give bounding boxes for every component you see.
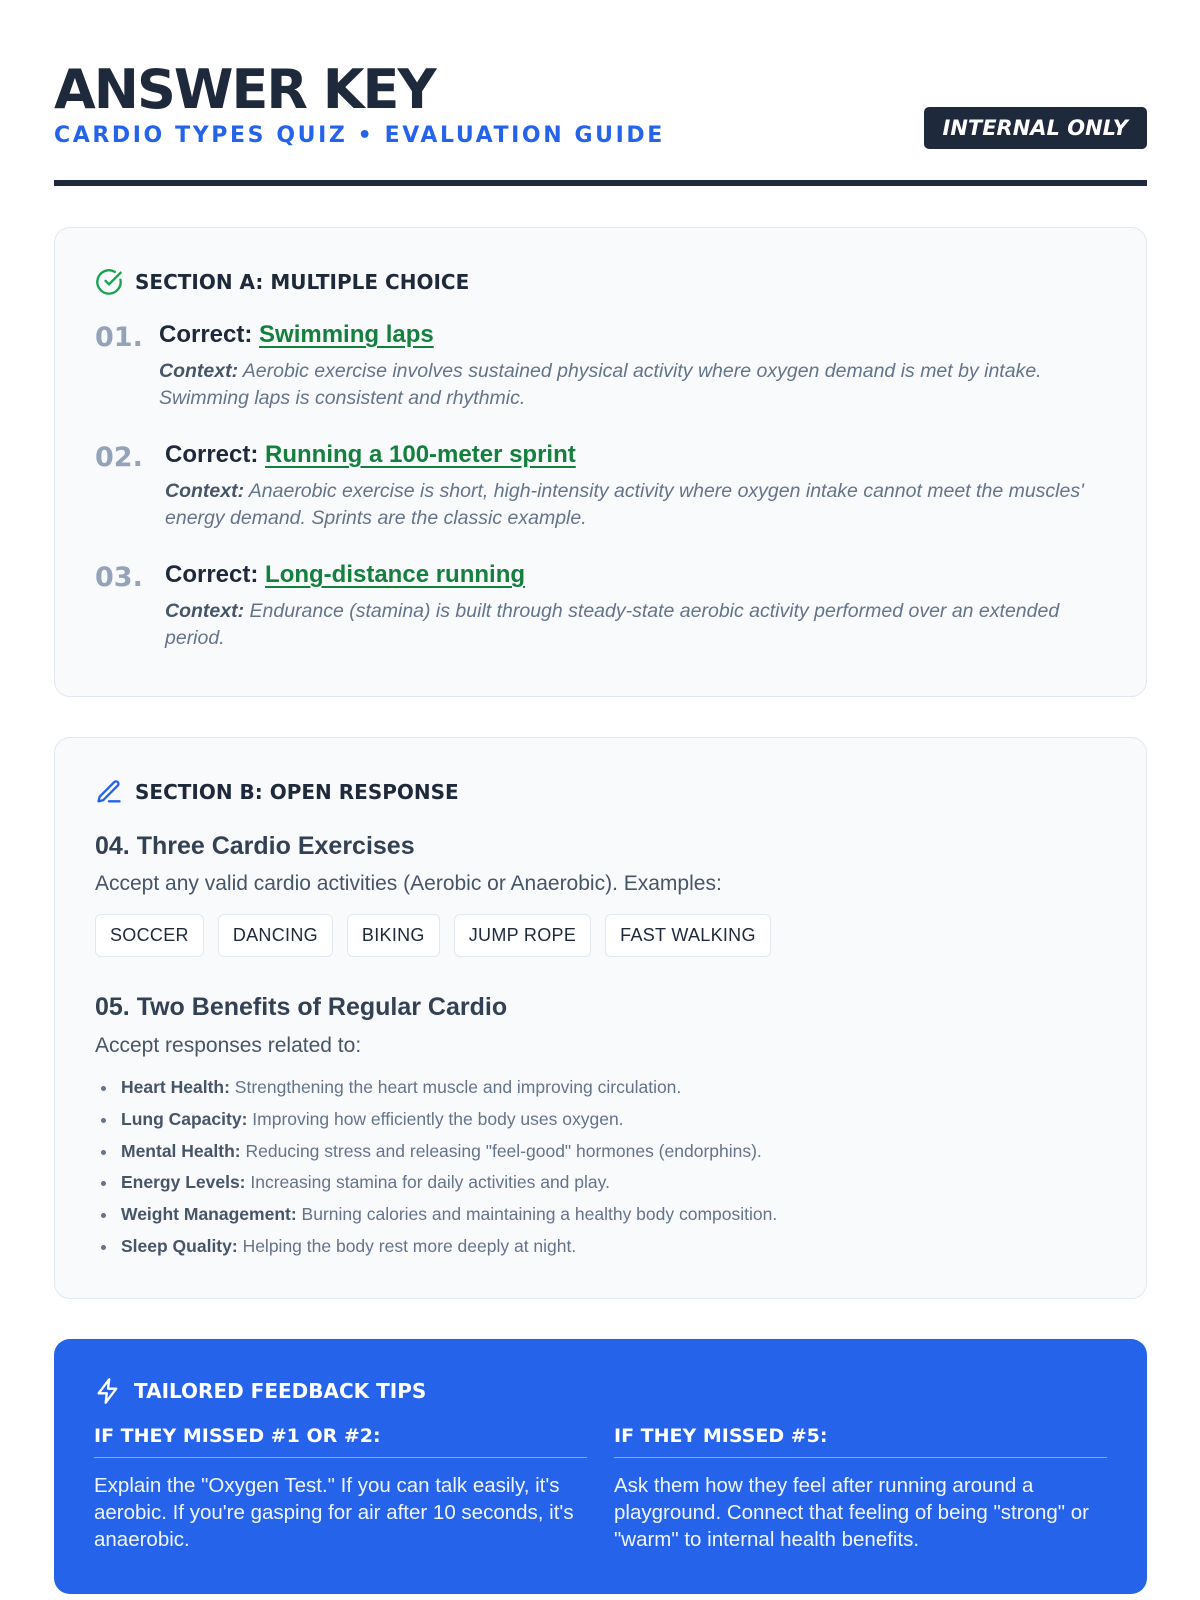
question-4-heading: 04. Three Cardio Exercises: [95, 832, 415, 860]
example-tag: FAST WALKING: [605, 914, 771, 957]
context-label: Context:: [165, 480, 245, 502]
benefit-label: Weight Management:: [121, 1204, 297, 1225]
question-1: [95, 320, 1095, 420]
tips-header: [94, 1377, 426, 1405]
list-item: [95, 1136, 777, 1168]
question-5-heading: 05. Two Benefits of Regular Cardio: [95, 993, 508, 1021]
internal-only-badge: INTERNAL ONLY: [924, 107, 1148, 149]
correct-answer: Swimming laps: [259, 321, 434, 348]
page-title: ANSWER KEY: [54, 58, 435, 121]
tip-text: Explain the "Oxygen Test." If you can talk easily, it's aerobic. If you're gasping for air after 10 seconds, it's anaerobic.: [94, 1474, 574, 1551]
correct-answer: Long-distance running: [265, 561, 526, 588]
example-tag: BIKING: [347, 914, 440, 957]
context-label: Context:: [165, 600, 245, 622]
tip-heading: IF THEY MISSED #1 OR #2:: [94, 1425, 587, 1458]
page-subtitle: CARDIO TYPES QUIZ • EVALUATION GUIDE: [54, 123, 665, 148]
answer-context: [165, 478, 1095, 532]
feedback-tips-panel: [54, 1339, 1147, 1594]
question-4-instructions: Accept any valid cardio activities (Aerobic or Anaerobic). Examples:: [95, 872, 722, 895]
correct-label: Correct:: [165, 441, 266, 468]
question-2: [95, 440, 1095, 540]
question-number: 01.: [95, 322, 143, 353]
tip-missed-5: [614, 1425, 1107, 1553]
benefit-label: Energy Levels:: [121, 1172, 246, 1193]
question-3: [95, 560, 1095, 660]
question-5-instructions: Accept responses related to:: [95, 1034, 362, 1057]
correct-label: Correct:: [165, 561, 266, 588]
check-circle-icon: [95, 268, 123, 296]
example-tag: JUMP ROPE: [454, 914, 591, 957]
section-a-title: SECTION A: MULTIPLE CHOICE: [135, 270, 470, 294]
correct-answer-line: [165, 560, 1065, 590]
example-tags: [95, 914, 771, 957]
pencil-icon: [95, 778, 123, 806]
correct-answer-line: [159, 320, 1095, 350]
example-tag: DANCING: [218, 914, 333, 957]
benefit-text: Strengthening the heart muscle and improving circulation.: [229, 1077, 682, 1097]
correct-label: Correct:: [159, 321, 260, 348]
answer-context: [159, 358, 1095, 412]
benefit-label: Lung Capacity:: [121, 1108, 248, 1129]
page-header: [54, 58, 1147, 188]
section-a-card: [54, 227, 1147, 697]
tips-title: TAILORED FEEDBACK TIPS: [134, 1379, 427, 1403]
tip-missed-1-2: [94, 1425, 587, 1553]
benefit-label: Mental Health:: [121, 1140, 241, 1161]
list-item: [95, 1072, 777, 1104]
section-a-header: [95, 268, 469, 296]
context-label: Context:: [159, 360, 239, 382]
benefit-text: Reducing stress and releasing "feel-good" hormones (endorphins).: [240, 1140, 762, 1161]
list-item: [95, 1231, 777, 1263]
answer-context: [165, 598, 1065, 652]
question-number: 03.: [95, 562, 143, 593]
list-item: [95, 1104, 777, 1136]
benefit-label: Sleep Quality:: [121, 1235, 238, 1256]
question-number: 02.: [95, 442, 143, 473]
section-b-header: [95, 778, 459, 806]
context-text: Endurance (stamina) is built through steady-state aerobic activity performed over an extended period.: [165, 600, 1060, 649]
lightning-icon: [94, 1377, 122, 1405]
section-b-card: [54, 737, 1147, 1299]
correct-answer-line: [165, 440, 1095, 470]
benefit-text: Burning calories and maintaining a healthy body composition.: [296, 1204, 778, 1225]
correct-answer: Running a 100-meter sprint: [265, 441, 576, 468]
tip-text: Ask them how they feel after running around a playground. Connect that feeling of being "strong" or "warm" to internal health benefits.: [614, 1474, 1089, 1551]
benefit-label: Heart Health:: [121, 1077, 230, 1097]
context-text: Aerobic exercise involves sustained physical activity where oxygen demand is met by intake. Swimming laps is consistent and rhythmic.: [159, 360, 1042, 409]
list-item: [95, 1167, 777, 1199]
benefit-text: Helping the body rest more deeply at night.: [237, 1235, 577, 1256]
context-text: Anaerobic exercise is short, high-intensity activity where oxygen intake cannot meet the muscles' energy demand. Sprints are the classic example.: [165, 480, 1084, 529]
benefit-text: Improving how efficiently the body uses oxygen.: [247, 1108, 624, 1129]
tip-heading: IF THEY MISSED #5:: [614, 1425, 1107, 1458]
header-divider: [54, 180, 1147, 186]
section-b-title: SECTION B: OPEN RESPONSE: [135, 780, 459, 804]
example-tag: SOCCER: [95, 914, 204, 957]
benefits-list: [95, 1072, 777, 1263]
list-item: [95, 1199, 777, 1231]
benefit-text: Increasing stamina for daily activities and play.: [245, 1172, 610, 1193]
